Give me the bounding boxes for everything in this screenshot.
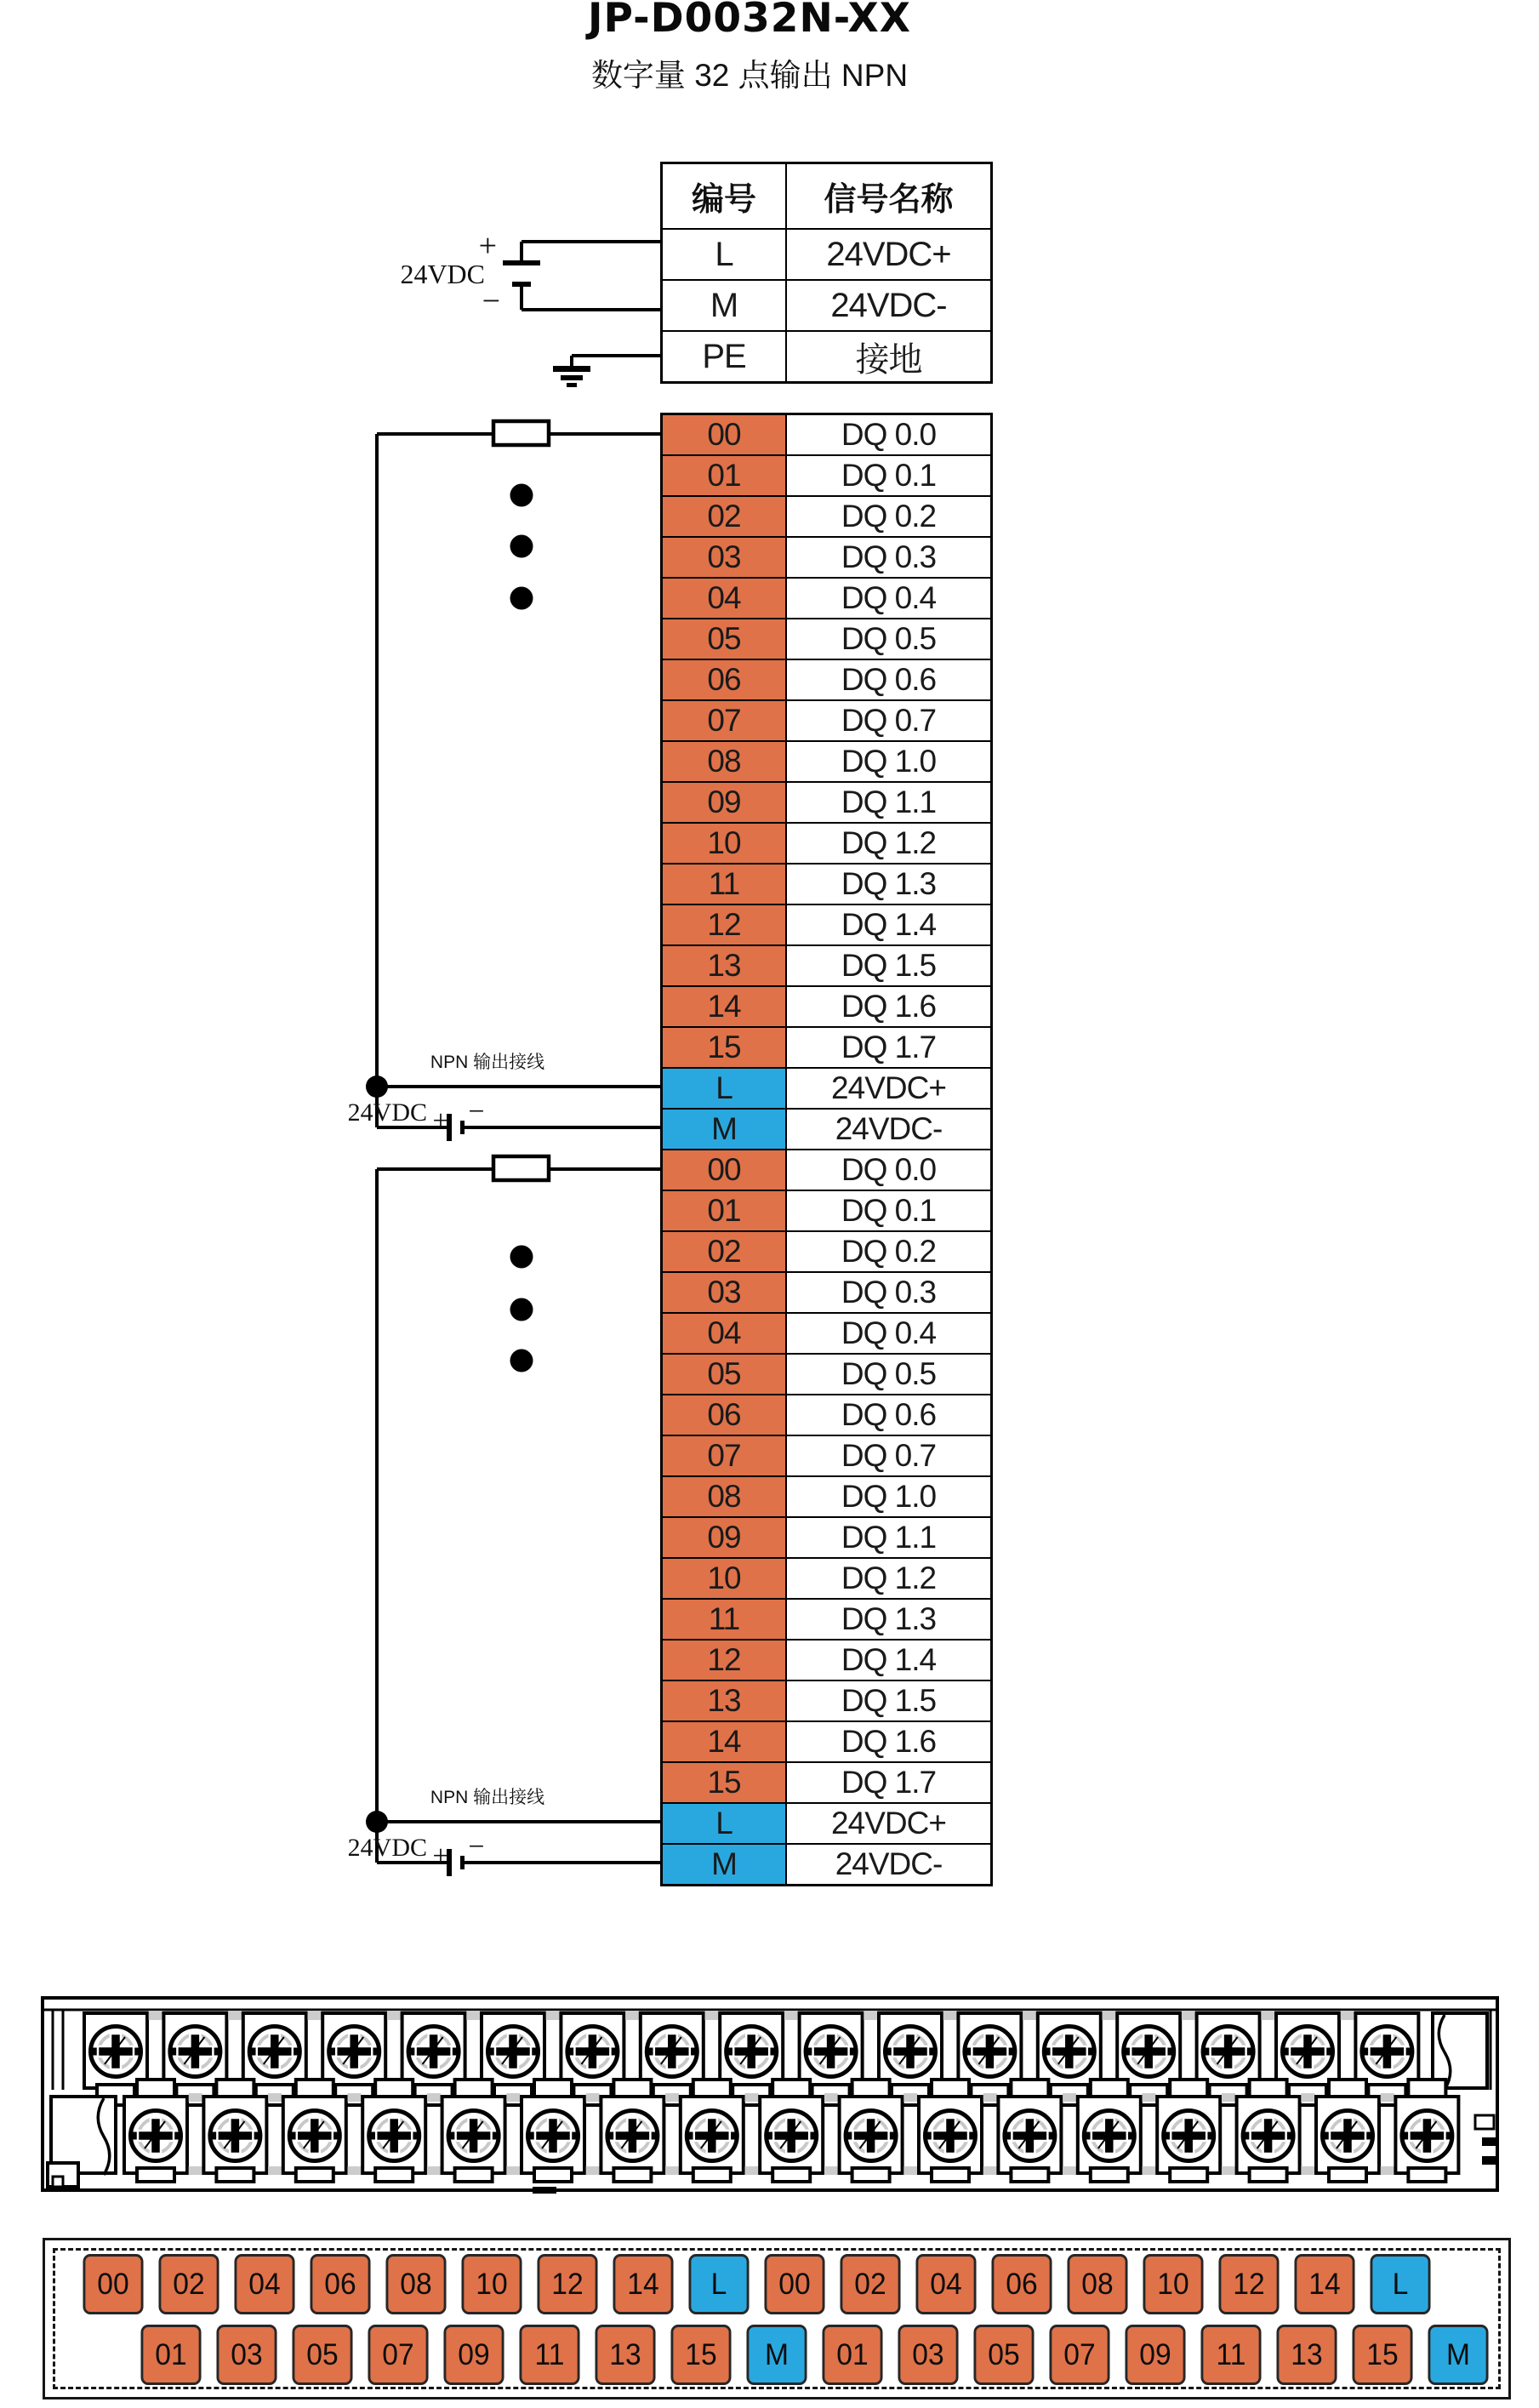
signal-cell: DQ 1.5 bbox=[786, 945, 991, 986]
signal-cell: DQ 1.1 bbox=[786, 782, 991, 823]
terminal-label-bottom-8-M: M bbox=[746, 2325, 807, 2385]
svg-text:+: + bbox=[432, 1840, 449, 1872]
signal-cell: DQ 1.6 bbox=[786, 1721, 991, 1762]
signal-cell: 24VDC- bbox=[786, 1844, 991, 1885]
column-header-signal: 信号名称 bbox=[786, 163, 991, 229]
signal-cell: DQ 0.5 bbox=[786, 1354, 991, 1395]
terminal-label-top-6-12: 12 bbox=[537, 2254, 597, 2314]
signal-row-b0-09 bbox=[662, 782, 991, 823]
table-header-row bbox=[662, 163, 991, 229]
signal-row-b1-13 bbox=[662, 1680, 991, 1721]
pin-cell: 05 bbox=[662, 619, 786, 659]
terminal-label-top-4-08: 08 bbox=[385, 2254, 446, 2314]
signal-cell: DQ 0.4 bbox=[786, 1313, 991, 1354]
pin-cell: 01 bbox=[662, 1190, 786, 1231]
pin-cell: 09 bbox=[662, 782, 786, 823]
pin-cell: 03 bbox=[662, 1272, 786, 1313]
signal-row-b0-03 bbox=[662, 537, 991, 578]
signal-row-b1-08 bbox=[662, 1476, 991, 1517]
signal-cell: DQ 1.7 bbox=[786, 1027, 991, 1068]
signal-cell: DQ 1.4 bbox=[786, 904, 991, 945]
io-signal-table bbox=[660, 413, 993, 1886]
pin-cell: 06 bbox=[662, 659, 786, 700]
power-row-L bbox=[662, 229, 991, 280]
screw-terminal-icon bbox=[408, 2027, 459, 2077]
signal-cell: 24VDC- bbox=[786, 280, 991, 331]
terminal-label-bottom-9-01: 01 bbox=[822, 2325, 882, 2385]
terminal-label-bottom-0-01: 01 bbox=[140, 2325, 201, 2385]
signal-row-b0-13 bbox=[662, 945, 991, 986]
signal-cell: DQ 0.0 bbox=[786, 1150, 991, 1190]
pin-cell: 14 bbox=[662, 986, 786, 1027]
screw-terminal-icon bbox=[1004, 2111, 1055, 2161]
screw-terminal-icon bbox=[1044, 2027, 1095, 2077]
top-power-supply-circuit bbox=[400, 228, 660, 387]
pin-cell: 11 bbox=[662, 864, 786, 904]
signal-row-b0-15 bbox=[662, 1027, 991, 1068]
pin-cell: 08 bbox=[662, 741, 786, 782]
terminal-label-top-3-06: 06 bbox=[310, 2254, 370, 2314]
terminal-label-bottom-12-07: 07 bbox=[1049, 2325, 1109, 2385]
terminal-label-bottom-7-15: 15 bbox=[670, 2325, 731, 2385]
terminal-label-top-7-14: 14 bbox=[613, 2254, 673, 2314]
terminal-label-bottom-6-13: 13 bbox=[595, 2325, 655, 2385]
terminal-label-bottom-11-05: 05 bbox=[973, 2325, 1034, 2385]
screw-terminal-icon bbox=[1322, 2111, 1373, 2161]
screw-terminal-icon bbox=[487, 2027, 539, 2077]
screw-terminal-icon bbox=[1401, 2111, 1452, 2161]
signal-row-b1-14 bbox=[662, 1721, 991, 1762]
signal-row-b1-07 bbox=[662, 1435, 991, 1476]
pin-cell: 00 bbox=[662, 1150, 786, 1190]
power-row-M bbox=[662, 280, 991, 331]
pin-cell: L bbox=[662, 229, 786, 280]
terminal-label-top-0-00: 00 bbox=[83, 2254, 143, 2314]
signal-row-b1-12 bbox=[662, 1640, 991, 1680]
screw-terminal-icon bbox=[687, 2111, 738, 2161]
signal-row-b1-03 bbox=[662, 1272, 991, 1313]
pin-cell: 13 bbox=[662, 945, 786, 986]
terminal-label-bottom-2-05: 05 bbox=[292, 2325, 352, 2385]
terminal-label-top-9-00: 00 bbox=[764, 2254, 824, 2314]
signal-cell: DQ 1.2 bbox=[786, 823, 991, 864]
pin-cell: 05 bbox=[662, 1354, 786, 1395]
screw-terminal-icon bbox=[726, 2027, 777, 2077]
terminal-label-bottom-15-13: 13 bbox=[1276, 2325, 1337, 2385]
screw-terminal-icon bbox=[567, 2027, 618, 2077]
signal-row-b0-04 bbox=[662, 578, 991, 619]
signal-row-b0-14 bbox=[662, 986, 991, 1027]
pin-cell: 03 bbox=[662, 537, 786, 578]
more-loads-ellipsis-icon bbox=[510, 1246, 533, 1372]
screw-terminal-icon bbox=[527, 2111, 579, 2161]
signal-cell: 24VDC+ bbox=[786, 1803, 991, 1844]
screw-terminal-icon bbox=[647, 2027, 698, 2077]
pin-cell: M bbox=[662, 280, 786, 331]
signal-row-b0-02 bbox=[662, 496, 991, 537]
pin-cell: 15 bbox=[662, 1762, 786, 1803]
terminal-block-drawing bbox=[43, 1998, 1497, 2194]
signal-row-b1-06 bbox=[662, 1395, 991, 1435]
signal-row-b1-15 bbox=[662, 1762, 991, 1803]
terminal-label-bottom-10-03: 03 bbox=[898, 2325, 958, 2385]
signal-cell: DQ 1.4 bbox=[786, 1640, 991, 1680]
screw-terminal-icon bbox=[249, 2027, 300, 2077]
screw-terminal-icon bbox=[885, 2027, 936, 2077]
terminal-label-bottom-3-07: 07 bbox=[368, 2325, 428, 2385]
terminal-label-top-2-04: 04 bbox=[234, 2254, 294, 2314]
signal-cell: DQ 0.5 bbox=[786, 619, 991, 659]
signal-cell: 24VDC+ bbox=[786, 1068, 991, 1109]
pin-cell: M bbox=[662, 1844, 786, 1885]
signal-cell: 24VDC+ bbox=[786, 229, 991, 280]
screw-terminal-icon bbox=[766, 2111, 817, 2161]
terminal-label-bottom-13-09: 09 bbox=[1125, 2325, 1185, 2385]
pin-cell: 10 bbox=[662, 823, 786, 864]
signal-cell: DQ 1.3 bbox=[786, 1599, 991, 1640]
screw-terminal-icon bbox=[1123, 2027, 1174, 2077]
signal-row-b0-L bbox=[662, 1068, 991, 1109]
pin-cell: 15 bbox=[662, 1027, 786, 1068]
screw-terminal-icon bbox=[209, 2111, 260, 2161]
screw-terminal-icon bbox=[1203, 2027, 1254, 2077]
blank-terminal-bottom bbox=[48, 2097, 116, 2187]
signal-cell: DQ 0.2 bbox=[786, 496, 991, 537]
pin-cell: 10 bbox=[662, 1558, 786, 1599]
signal-cell: DQ 0.7 bbox=[786, 700, 991, 741]
signal-cell: DQ 0.3 bbox=[786, 1272, 991, 1313]
svg-text:+: + bbox=[478, 228, 497, 264]
svg-text:24VDC: 24VDC bbox=[347, 1834, 427, 1862]
signal-cell: DQ 0.1 bbox=[786, 1190, 991, 1231]
svg-text:−: − bbox=[468, 1831, 485, 1863]
terminal-label-bottom-17-M: M bbox=[1428, 2325, 1488, 2385]
pin-cell: 06 bbox=[662, 1395, 786, 1435]
pin-cell: 01 bbox=[662, 455, 786, 496]
terminal-label-top-16-14: 14 bbox=[1294, 2254, 1354, 2314]
svg-text:−: − bbox=[482, 283, 500, 319]
pin-cell: 02 bbox=[662, 496, 786, 537]
terminal-label-bottom-14-11: 11 bbox=[1200, 2325, 1261, 2385]
terminal-label-bottom-16-15: 15 bbox=[1352, 2325, 1412, 2385]
npn-output-block-1 bbox=[348, 1156, 660, 1876]
terminal-label-top-12-06: 06 bbox=[991, 2254, 1052, 2314]
screw-terminal-icon bbox=[448, 2111, 499, 2161]
pin-cell: 07 bbox=[662, 700, 786, 741]
load-resistor-icon bbox=[377, 421, 660, 445]
ground-icon bbox=[553, 356, 660, 387]
pin-cell: M bbox=[662, 1109, 786, 1150]
screw-terminal-icon bbox=[1084, 2111, 1135, 2161]
signal-cell: DQ 0.1 bbox=[786, 455, 991, 496]
terminal-label-bottom-4-09: 09 bbox=[443, 2325, 504, 2385]
pin-cell: 13 bbox=[662, 1680, 786, 1721]
pin-cell: L bbox=[662, 1068, 786, 1109]
screw-terminal-icon bbox=[964, 2027, 1015, 2077]
pin-cell: 12 bbox=[662, 904, 786, 945]
signal-cell: DQ 0.2 bbox=[786, 1231, 991, 1272]
svg-text:24VDC: 24VDC bbox=[400, 259, 485, 289]
terminal-label-bottom-1-03: 03 bbox=[216, 2325, 276, 2385]
signal-row-b1-04 bbox=[662, 1313, 991, 1354]
page-subtitle: 数字量 32 点输出 NPN bbox=[590, 58, 909, 93]
terminal-label-top-15-12: 12 bbox=[1218, 2254, 1279, 2314]
signal-row-b0-01 bbox=[662, 455, 991, 496]
signal-cell: DQ 0.3 bbox=[786, 537, 991, 578]
screw-terminal-icon bbox=[169, 2027, 220, 2077]
screw-terminal-icon bbox=[368, 2111, 419, 2161]
signal-row-b0-11 bbox=[662, 864, 991, 904]
pin-cell: 12 bbox=[662, 1640, 786, 1680]
terminal-label-top-1-02: 02 bbox=[158, 2254, 219, 2314]
power-row-PE bbox=[662, 331, 991, 382]
terminal-label-top-13-08: 08 bbox=[1067, 2254, 1127, 2314]
signal-cell: DQ 0.4 bbox=[786, 578, 991, 619]
terminal-label-bottom-5-11: 11 bbox=[519, 2325, 579, 2385]
signal-row-b0-M bbox=[662, 1109, 991, 1150]
signal-row-b1-10 bbox=[662, 1558, 991, 1599]
battery-icon bbox=[348, 1831, 660, 1876]
signal-cell: 24VDC- bbox=[786, 1109, 991, 1150]
npn-wiring-label: NPN 输出接线 bbox=[430, 1788, 545, 1807]
signal-cell: 接地 bbox=[786, 331, 991, 382]
signal-cell: DQ 1.0 bbox=[786, 1476, 991, 1517]
npn-wiring-label: NPN 输出接线 bbox=[430, 1053, 545, 1072]
battery-icon bbox=[348, 1096, 660, 1141]
screw-terminal-icon bbox=[130, 2111, 181, 2161]
pin-cell: 02 bbox=[662, 1231, 786, 1272]
signal-cell: DQ 0.7 bbox=[786, 1435, 991, 1476]
signal-row-b1-11 bbox=[662, 1599, 991, 1640]
signal-cell: DQ 1.5 bbox=[786, 1680, 991, 1721]
signal-row-b1-01 bbox=[662, 1190, 991, 1231]
signal-cell: DQ 1.1 bbox=[786, 1517, 991, 1558]
svg-text:24VDC: 24VDC bbox=[347, 1098, 427, 1127]
pin-cell: 04 bbox=[662, 578, 786, 619]
screw-terminal-icon bbox=[1243, 2111, 1294, 2161]
signal-row-b0-07 bbox=[662, 700, 991, 741]
signal-row-b0-12 bbox=[662, 904, 991, 945]
terminal-label-top-5-10: 10 bbox=[461, 2254, 522, 2314]
svg-text:−: − bbox=[468, 1096, 485, 1127]
screw-terminal-icon bbox=[846, 2111, 897, 2161]
screw-terminal-icon bbox=[925, 2111, 976, 2161]
pin-cell: 00 bbox=[662, 414, 786, 455]
terminal-label-top-10-02: 02 bbox=[840, 2254, 900, 2314]
more-loads-ellipsis-icon bbox=[510, 484, 533, 610]
pin-cell: 09 bbox=[662, 1517, 786, 1558]
signal-cell: DQ 1.0 bbox=[786, 741, 991, 782]
signal-row-b1-05 bbox=[662, 1354, 991, 1395]
screw-terminal-icon bbox=[328, 2027, 379, 2077]
pin-cell: 11 bbox=[662, 1599, 786, 1640]
signal-row-b0-06 bbox=[662, 659, 991, 700]
terminal-label-top-14-10: 10 bbox=[1143, 2254, 1203, 2314]
signal-row-b1-00 bbox=[662, 1150, 991, 1190]
screw-terminal-icon bbox=[289, 2111, 340, 2161]
signal-cell: DQ 1.6 bbox=[786, 986, 991, 1027]
signal-cell: DQ 0.0 bbox=[786, 414, 991, 455]
power-connection-table bbox=[660, 162, 993, 384]
pin-cell: PE bbox=[662, 331, 786, 382]
pin-cell: 07 bbox=[662, 1435, 786, 1476]
battery-icon bbox=[400, 228, 500, 319]
pin-cell: 04 bbox=[662, 1313, 786, 1354]
signal-row-b1-02 bbox=[662, 1231, 991, 1272]
terminal-label-top-8-L: L bbox=[688, 2254, 749, 2314]
signal-cell: DQ 1.7 bbox=[786, 1762, 991, 1803]
screw-terminal-icon bbox=[607, 2111, 658, 2161]
signal-row-b1-M bbox=[662, 1844, 991, 1885]
signal-row-b0-10 bbox=[662, 823, 991, 864]
pin-cell: 14 bbox=[662, 1721, 786, 1762]
npn-output-block-0 bbox=[348, 421, 660, 1141]
signal-row-b0-05 bbox=[662, 619, 991, 659]
page-title: JP-D0032N-XX bbox=[588, 0, 911, 42]
svg-text:+: + bbox=[432, 1105, 449, 1137]
terminal-label-top-11-04: 04 bbox=[915, 2254, 976, 2314]
signal-row-b1-09 bbox=[662, 1517, 991, 1558]
screw-terminal-icon bbox=[1361, 2027, 1412, 2077]
load-resistor-icon bbox=[377, 1156, 660, 1180]
screw-terminal-icon bbox=[806, 2027, 857, 2077]
column-header-pin: 编号 bbox=[662, 163, 786, 229]
signal-cell: DQ 0.6 bbox=[786, 1395, 991, 1435]
pin-cell: 08 bbox=[662, 1476, 786, 1517]
signal-cell: DQ 1.3 bbox=[786, 864, 991, 904]
signal-row-b0-00 bbox=[662, 414, 991, 455]
screw-terminal-icon bbox=[90, 2027, 141, 2077]
signal-cell: DQ 1.2 bbox=[786, 1558, 991, 1599]
screw-terminal-icon bbox=[1163, 2111, 1214, 2161]
signal-row-b1-L bbox=[662, 1803, 991, 1844]
screw-terminal-icon bbox=[1282, 2027, 1333, 2077]
signal-row-b0-08 bbox=[662, 741, 991, 782]
pin-cell: L bbox=[662, 1803, 786, 1844]
terminal-label-top-17-L: L bbox=[1370, 2254, 1430, 2314]
signal-cell: DQ 0.6 bbox=[786, 659, 991, 700]
